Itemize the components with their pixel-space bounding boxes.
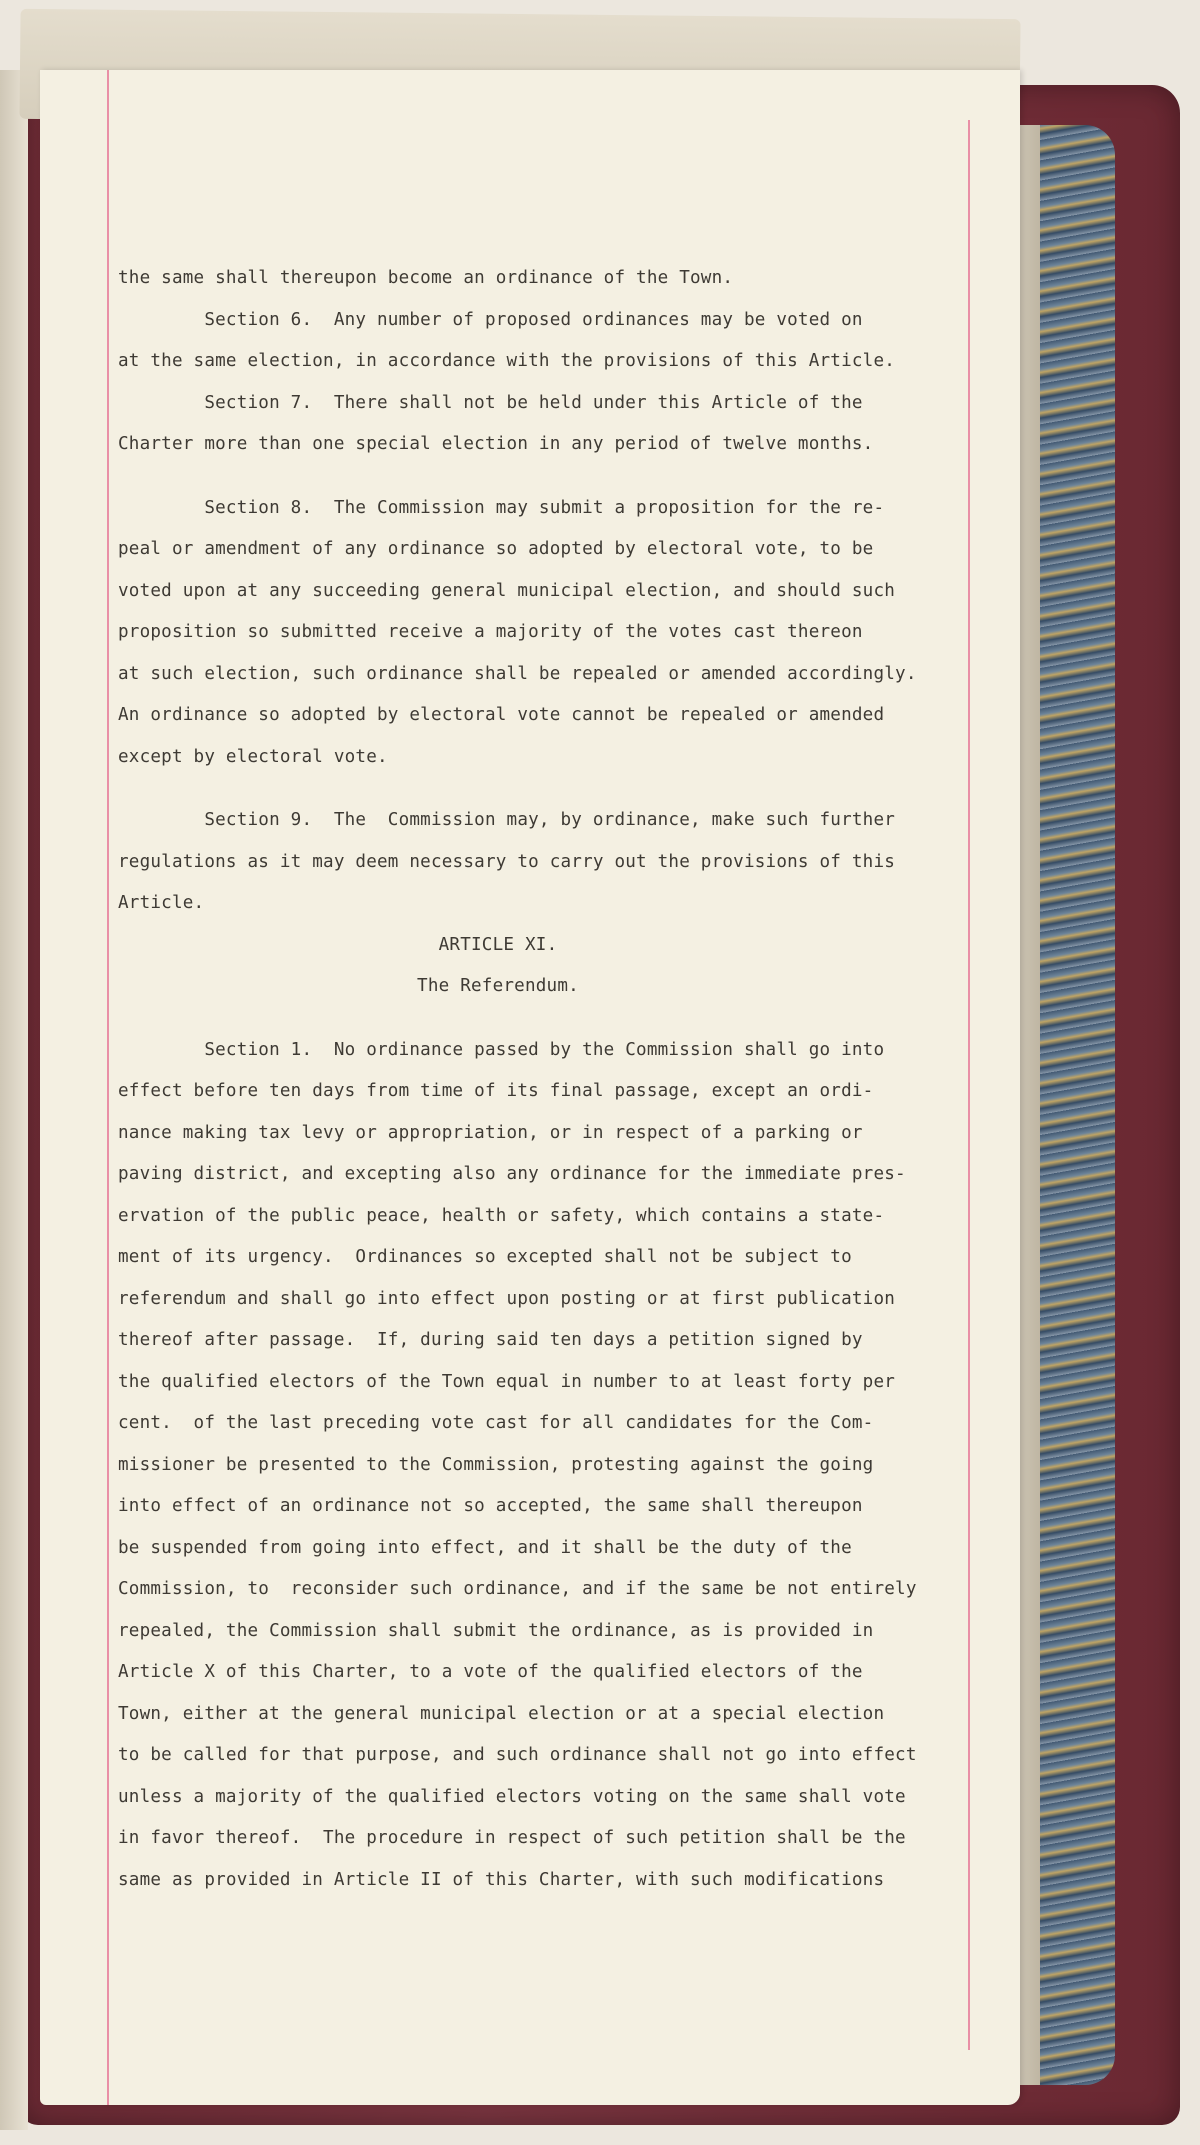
text-line: to be called for that purpose, and such ordinance shall not go into effect xyxy=(118,1745,917,1765)
section-8-heading: Section 8. The Commission may submit a proposition for the re- xyxy=(118,497,885,518)
text-line: Article X of this Charter, to a vote of the qualified electors of the xyxy=(118,1662,863,1682)
text-line: ment of its urgency. Ordinances so excepted shall not be subject to xyxy=(118,1247,852,1267)
text-line: Town, either at the general municipal election or at a special election xyxy=(118,1703,885,1724)
text-line: nance making tax levy or appropriation, or in respect of a parking or xyxy=(118,1122,863,1143)
text-line: Article. xyxy=(118,893,205,913)
text-line: effect before ten days from time of its final passage, except an ordi- xyxy=(118,1081,874,1101)
text-line: at such election, such ordinance shall be repealed or amended accordingly. xyxy=(118,663,917,684)
left-page-stack xyxy=(0,70,28,2130)
left-margin-line xyxy=(107,70,109,2105)
text-line: be suspended from going into effect, and it shall be the duty of the xyxy=(118,1537,852,1558)
text-line: cent. of the last preceding vote cast for all candidates for the Com- xyxy=(118,1413,874,1433)
article-xi-title: ARTICLE XI. xyxy=(438,934,558,955)
text-line: at the same election, in accordance with the provisions of this Article. xyxy=(118,351,896,371)
text-line: thereof after passage. If, during said ten days a petition signed by xyxy=(118,1330,863,1350)
text-line: unless a majority of the qualified electors voting on the same shall vote xyxy=(118,1786,906,1807)
text-line: Commission, to reconsider such ordinance, and if the same be not entirely xyxy=(118,1579,917,1599)
text-line: ervation of the public peace, health or safety, which contains a state- xyxy=(118,1205,885,1226)
text-line: missioner be presented to the Commission, protesting against the going xyxy=(118,1454,874,1475)
text-line: repealed, the Commission shall submit the ordinance, as is provided in xyxy=(118,1620,874,1641)
text-line: the qualified electors of the Town equal in number to at least forty per xyxy=(118,1371,896,1392)
text-line: paving district, and excepting also any ordinance for the immediate pres- xyxy=(118,1164,906,1184)
text-line: voted upon at any succeeding general municipal election, and should such xyxy=(118,580,896,601)
text-line: regulations as it may deem necessary to carry out the provisions of this xyxy=(118,851,896,872)
text-line: Charter more than one special election in any period of twelve months. xyxy=(118,434,874,454)
section-6-heading: Section 6. Any number of proposed ordinances may be voted on xyxy=(118,309,863,330)
text-line: peal or amendment of any ordinance so adopted by electoral vote, to be xyxy=(118,539,874,559)
text-line: in favor thereof. The procedure in respect of such petition shall be the xyxy=(118,1828,906,1848)
text-line: into effect of an ordinance not so accepted, the same shall thereupon xyxy=(118,1496,863,1516)
section-7-heading: Section 7. There shall not be held under this Article of the xyxy=(118,392,863,413)
text-line: the same shall thereupon become an ordinance of the Town. xyxy=(118,268,734,288)
referendum-subtitle: The Referendum. xyxy=(417,976,579,996)
text-line: same as provided in Article II of this Charter, with such modifications xyxy=(118,1869,885,1890)
text-line: An ordinance so adopted by electoral vote cannot be repealed or amended xyxy=(118,705,885,725)
section-1-heading: Section 1. No ordinance passed by the Commission shall go into xyxy=(118,1039,885,1060)
text-line: except by electoral vote. xyxy=(118,746,388,767)
section-9-heading: Section 9. The Commission may, by ordinance, make such further xyxy=(118,810,896,830)
typed-text xyxy=(118,258,998,1901)
text-line: referendum and shall go into effect upon posting or at first publication xyxy=(118,1288,896,1309)
text-line: proposition so submitted receive a majority of the votes cast thereon xyxy=(118,622,863,642)
